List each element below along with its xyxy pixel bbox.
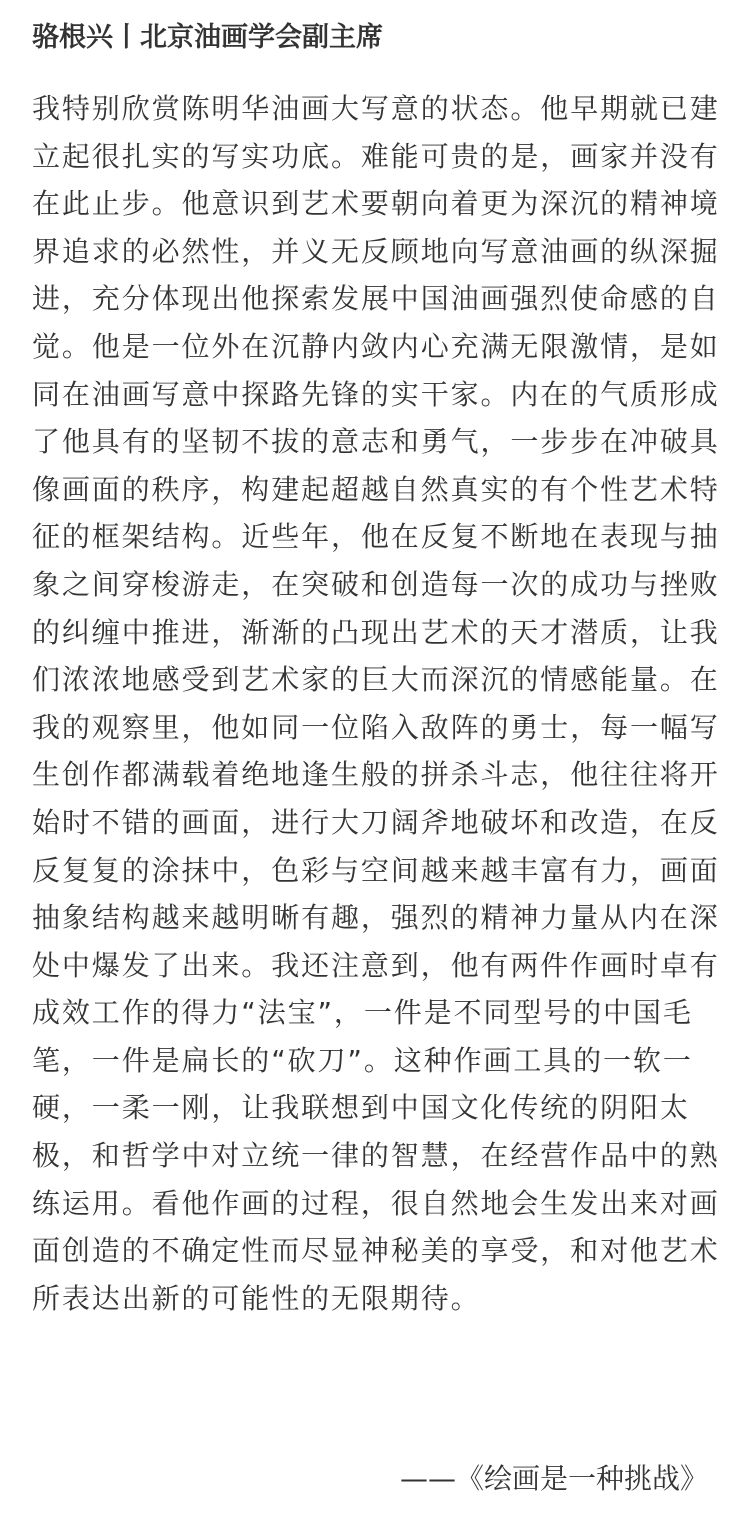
body-line: 练运用。看他作画的过程，很自然地会生发出来对画 xyxy=(32,1186,720,1220)
body-line: 始时不错的画面，进行大刀阔斧地破坏和改造，在反 xyxy=(32,805,720,839)
body-line: 生创作都满载着绝地逢生般的拼杀斗志，他往往将开 xyxy=(32,758,720,792)
body-line: 象之间穿梭游走，在突破和创造每一次的成功与挫败 xyxy=(32,567,720,601)
body-line: 处中爆发了出来。我还注意到，他有两件作画时卓有 xyxy=(32,948,720,982)
body-line: 了他具有的坚韧不拔的意志和勇气，一步步在冲破具 xyxy=(32,425,720,459)
body-line: 界追求的必然性，并义无反顾地向写意油画的纵深掘 xyxy=(32,234,720,268)
body-line: 同在油画写意中探路先锋的实干家。内在的气质形成 xyxy=(32,377,720,411)
body-line: 像画面的秩序，构建起超越自然真实的有个性艺术特 xyxy=(32,472,720,506)
body-line: 觉。他是一位外在沉静内敛内心充满无限激情，是如 xyxy=(32,329,720,363)
article-title: 骆根兴丨北京油画学会副主席 xyxy=(32,22,383,53)
body-line: 硬，一柔一刚，让我联想到中国文化传统的阴阳太 xyxy=(32,1091,690,1125)
body-line: 极，和哲学中对立统一律的智慧，在经营作品中的熟 xyxy=(32,1139,720,1173)
body-line: 的纠缠中推进，渐渐的凸现出艺术的天才潜质，让我 xyxy=(32,615,720,649)
body-line: 笔，一件是扁长的“砍刀”。这种作画工具的一软一 xyxy=(32,1043,693,1077)
body-line: 我特别欣赏陈明华油画大写意的状态。他早期就已建 xyxy=(32,92,720,125)
body-line: 进，充分体现出他探索发展中国油画强烈使命感的自 xyxy=(32,282,720,316)
article-signature: ——《绘画是一种挑战》 xyxy=(399,1462,708,1495)
article-body xyxy=(32,85,720,1322)
body-line: 立起很扎实的写实功底。难能可贵的是，画家并没有 xyxy=(32,139,720,173)
body-line: 在此止步。他意识到艺术要朝向着更为深沉的精神境 xyxy=(32,187,720,221)
body-line: 成效工作的得力“法宝”，一件是不同型号的中国毛 xyxy=(32,996,693,1030)
body-line: 我的观察里，他如同一位陷入敌阵的勇士，每一幅写 xyxy=(32,710,720,744)
body-line: 征的框架结构。近些年，他在反复不断地在表现与抽 xyxy=(32,520,720,554)
body-line: 们浓浓地感受到艺术家的巨大而深沉的情感能量。在 xyxy=(32,663,720,697)
body-line: 反复复的涂抹中，色彩与空间越来越丰富有力，画面 xyxy=(32,853,720,887)
body-line: 抽象结构越来越明晰有趣，强烈的精神力量从内在深 xyxy=(32,901,720,935)
body-line: 所表达出新的可能性的无限期待。 xyxy=(32,1281,481,1315)
body-line: 面创造的不确定性而尽显神秘美的享受，和对他艺术 xyxy=(32,1234,720,1268)
